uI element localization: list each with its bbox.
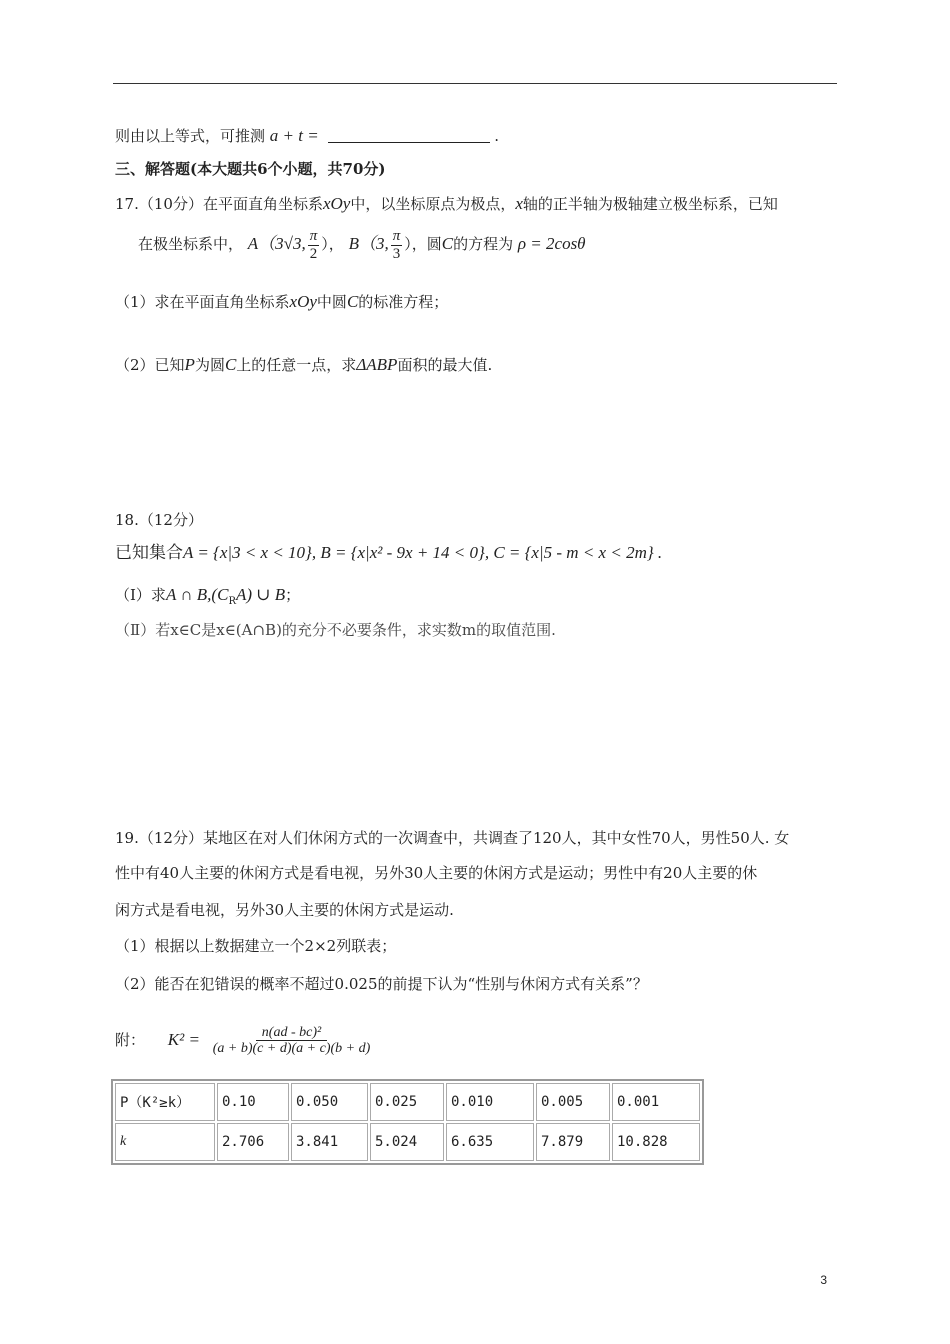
- q17-mid: 中，以坐标原点为极点，: [350, 195, 516, 213]
- table-row: [115, 1123, 700, 1161]
- q19-line1: 19.（12分）某地区在对人们休闲方式的一次调查中，共调查了120人，其中女性70人，男性50人. 女: [115, 829, 790, 847]
- point-a: A（3√3,: [247, 234, 306, 253]
- q19-part1: （1）根据以上数据建立一个2×2列联表；: [115, 937, 397, 955]
- table-row: [115, 1083, 700, 1121]
- q17-p2-p: P: [184, 355, 195, 374]
- point-b-angle-den: 3: [392, 245, 401, 262]
- table-cell: P（K²≥k）: [115, 1083, 215, 1121]
- point-a-close: ），: [321, 235, 344, 253]
- q18-head: 18.（12分）: [115, 511, 203, 529]
- q19-part2: （2）能否在犯错误的概率不超过0.025的前提下认为“性别与休闲方式有关系”？: [115, 975, 648, 993]
- point-b-close: ），圆: [404, 235, 442, 253]
- formula-lhs: K² =: [167, 1029, 200, 1049]
- table-cell: 10.828: [612, 1123, 700, 1161]
- q17-p2-d: 面积的最大值.: [397, 356, 493, 374]
- q17-part2: [115, 355, 492, 375]
- q18-part2: （Ⅱ）若x∈C是x∈(A∩B)的充分不必要条件，求实数m的取值范围.: [115, 621, 556, 639]
- q17-p1-c: 的标准方程；: [358, 293, 449, 311]
- table-cell: 3.841: [291, 1123, 368, 1161]
- formula-fraction: [207, 1025, 377, 1057]
- q17-tail: 轴的正半轴为极轴建立极坐标系，已知: [522, 195, 778, 213]
- answer-blank: [328, 128, 490, 143]
- q17-triangle: ΔABP: [356, 355, 398, 374]
- table-cell: 2.706: [217, 1123, 289, 1161]
- q17-line2: [138, 228, 586, 262]
- equation-text: 的方程为: [453, 235, 514, 253]
- q17-head: 17.（10分）在平面直角坐标系: [115, 195, 323, 213]
- point-b-angle: [391, 228, 403, 262]
- q17-p2-c-symbol: C: [224, 355, 237, 374]
- q18-p1-sub: R: [228, 596, 236, 607]
- q17-p2-c: 上的任意一点，求: [236, 356, 357, 374]
- point-b: B（3,: [348, 234, 389, 253]
- q17-part1: [115, 292, 448, 312]
- point-a-angle-den: 2: [309, 245, 318, 262]
- q17-x: x: [515, 194, 523, 213]
- q17-line2-text: 在极坐标系中，: [138, 235, 244, 253]
- section-heading: 三、解答题(本大题共6个小题，共70分): [115, 160, 386, 178]
- table-cell: 0.001: [612, 1083, 700, 1121]
- point-a-angle: [308, 228, 320, 262]
- appendix-formula: [115, 1025, 378, 1057]
- appendix-label: 附：: [115, 1030, 146, 1049]
- page-number: 3: [820, 1273, 827, 1287]
- table-cell: 0.025: [370, 1083, 444, 1121]
- q17-p2-a: （2）已知: [115, 356, 185, 374]
- table-cell: 6.635: [446, 1123, 534, 1161]
- q17-p1-xoy: xOy: [289, 292, 317, 311]
- q18-p1-end: ；: [285, 586, 301, 604]
- q19-line2: 性中有40人主要的休闲方式是看电视，另外30人主要的休闲方式是运动；男性中有20人主要的休: [115, 864, 758, 882]
- inference-line: [115, 126, 499, 146]
- table-cell: 7.879: [536, 1123, 610, 1161]
- header-rule: [113, 83, 837, 84]
- q18-sets-expr: A = {x|3 < x < 10}, B = {x|x² - 9x + 14 < 0}, C = {x|5 - m < x < 2m} .: [183, 543, 663, 562]
- q19-line3: 闲方式是看电视，另外30人主要的休闲方式是运动.: [115, 901, 454, 919]
- q18-part1: [115, 585, 300, 608]
- polar-equation: ρ = 2cosθ: [517, 234, 586, 253]
- q17-xoy: xOy: [322, 194, 351, 213]
- q17-p1-b: 中圆: [316, 293, 347, 311]
- table-cell: k: [115, 1123, 215, 1161]
- formula-denominator: (a + b)(c + d)(a + c)(b + d): [212, 1041, 371, 1057]
- table-cell: 0.10: [217, 1083, 289, 1121]
- inference-expr: a + t =: [269, 126, 319, 145]
- table-cell: 0.050: [291, 1083, 368, 1121]
- q17-p2-b: 为圆: [194, 356, 225, 374]
- q18-p1-a: （Ⅰ）求: [115, 586, 166, 604]
- table-cell: 0.005: [536, 1083, 610, 1121]
- q18-sets: [115, 543, 662, 563]
- q17-p1-c-symbol: C: [346, 292, 359, 311]
- point-b-angle-num: π: [392, 228, 401, 244]
- table-cell: 0.010: [446, 1083, 534, 1121]
- inference-text: 则由以上等式，可推测: [115, 127, 266, 145]
- critical-value-table: [111, 1079, 704, 1165]
- q18-p1-expr: A ∩ B,(C: [165, 585, 229, 604]
- q18-p1-expr2: A) ∪ B: [235, 585, 286, 604]
- q17-line1: [115, 194, 778, 214]
- formula-numerator: n(ad - bc)²: [256, 1025, 327, 1041]
- point-a-angle-num: π: [309, 228, 318, 244]
- table-cell: 5.024: [370, 1123, 444, 1161]
- q18-sets-prefix: 已知集合: [115, 543, 183, 563]
- inference-end: .: [494, 127, 500, 145]
- circle-c: C: [441, 234, 454, 253]
- q17-p1-a: （1）求在平面直角坐标系: [115, 293, 290, 311]
